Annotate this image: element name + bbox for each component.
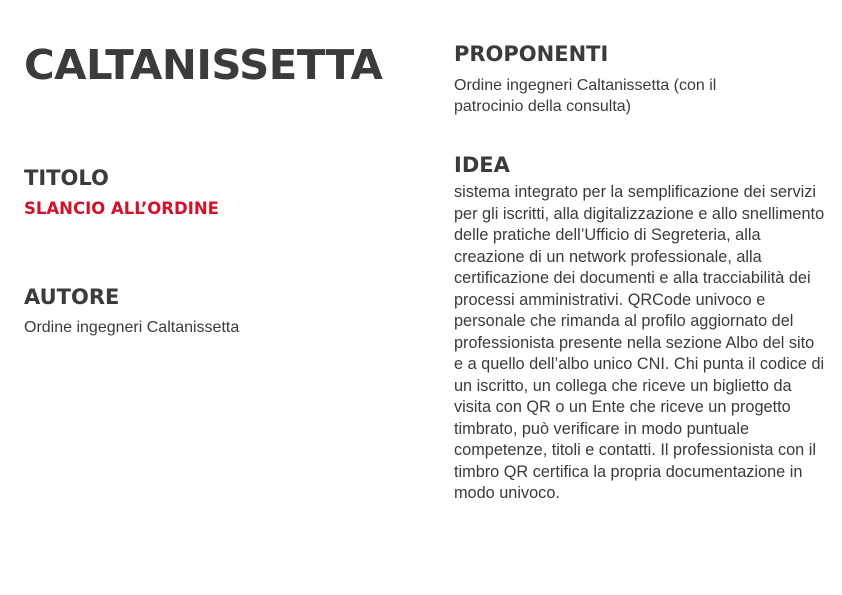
proponenti-label: PROPONENTI <box>454 42 609 66</box>
autore-value: Ordine ingegneri Caltanissetta <box>24 319 240 336</box>
right-column <box>454 42 826 505</box>
titolo-value: SLANCIO ALL’ORDINE <box>24 199 219 218</box>
proponenti-value: Ordine ingegneri Caltanissetta (con il patrocinio della consulta) <box>454 77 717 115</box>
idea-label: IDEA <box>454 153 510 177</box>
page-title: CALTANISSETTA <box>24 41 383 89</box>
titolo-label: TITOLO <box>24 166 109 190</box>
autore-label: AUTORE <box>24 285 120 309</box>
left-column <box>24 42 424 338</box>
idea-value: sistema integrato per la semplificazione dei servizi per gli iscritti, alla digitalizzazione e allo snellimento delle pratiche dell’Ufficio di Segreteria, alla creazione di un network professionale, alla certificazione dei documenti e alla tracciabilità dei processi amministrativi. QRCode univoco e personale che rimanda al profilo aggiornato del professionista presente nella sezione Albo del sito e a quello dell’albo unico CNI. Chi punta il codice di un iscritto, un collega che riceve un biglietto da visita con QR o un Ente che riceve un progetto timbrato, può verificare in modo puntuale competenze, titoli e contatti. Il professionista con il timbro QR certifica la propria documentazione in modo univoco. <box>454 183 825 502</box>
